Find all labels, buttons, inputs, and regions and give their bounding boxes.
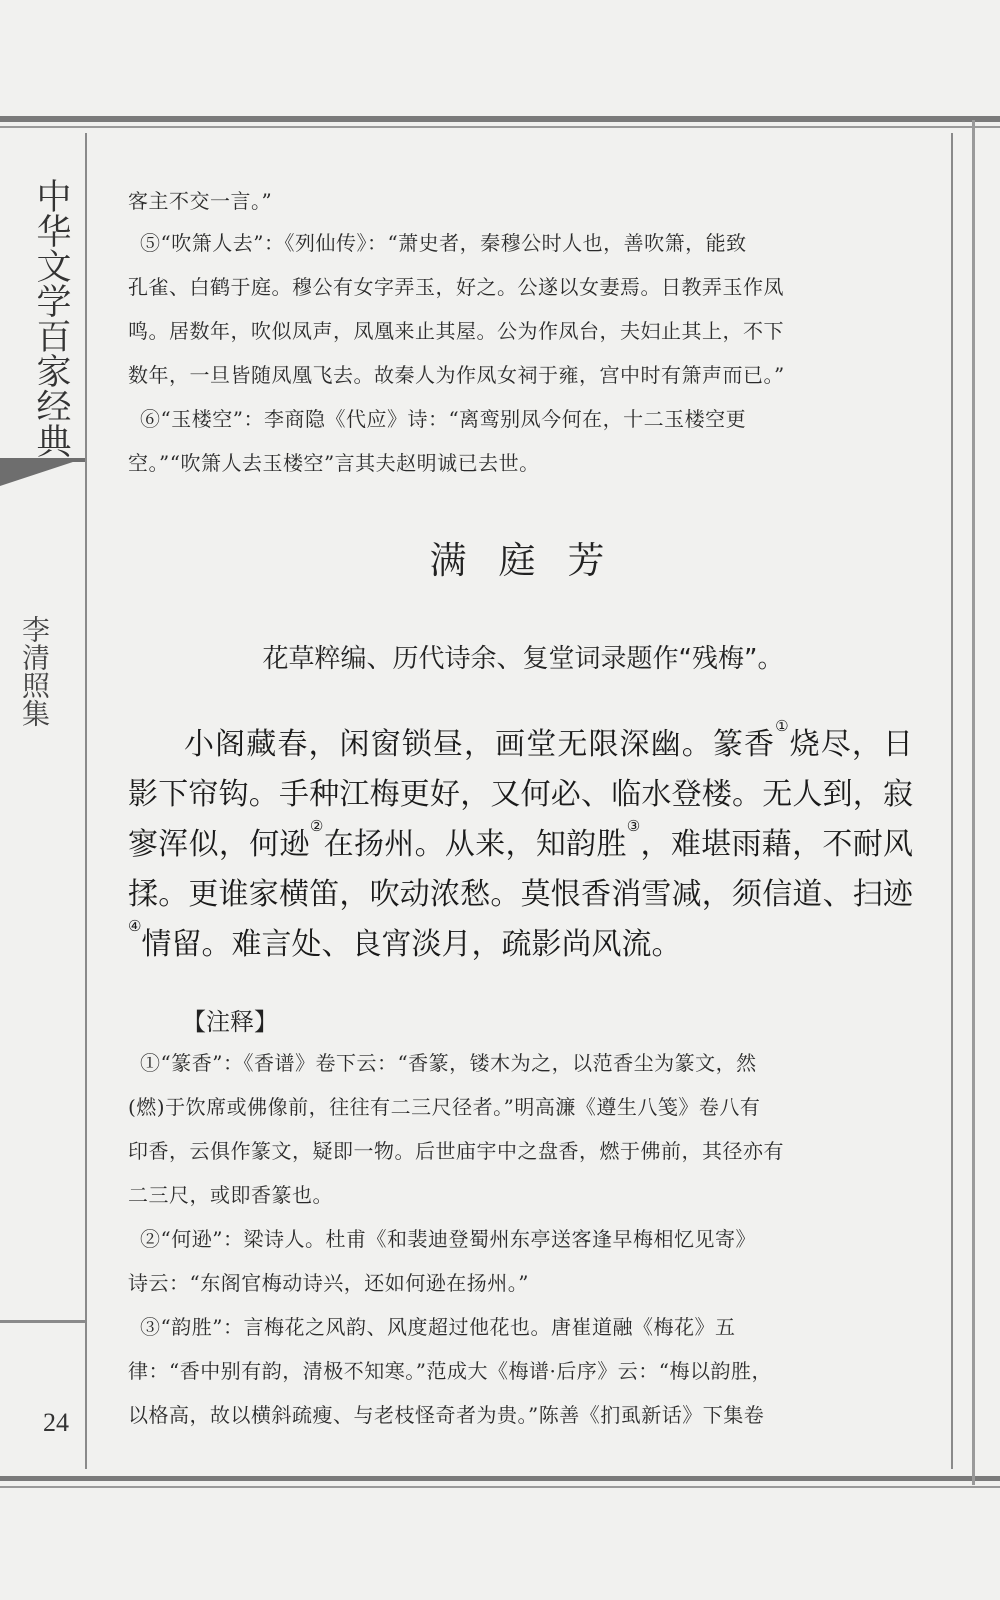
top-rule-thin [0, 126, 1000, 128]
poem-text: 情留。难言处、良宵淡月，疏影尚风流。 [141, 927, 682, 962]
note-line: 客主不交一言。” [128, 189, 273, 213]
series-title: 中华文学百家经典 [31, 178, 71, 458]
sidebar-triangle [0, 458, 85, 486]
annotation-line: (燃)于饮席或佛像前，往往有二三尺径者。”明高濂《遵生八笺》卷八有 [128, 1095, 761, 1119]
book-title: 李清照集 [18, 615, 51, 727]
annotation-line: ①“篆香”：《香谱》卷下云：“香篆，镂木为之，以范香尘为篆文，然 [140, 1051, 757, 1075]
annotation-line: 以格高，故以横斜疏瘦、与老枝怪奇者为贵。”陈善《扪虱新话》下集卷 [128, 1403, 765, 1427]
poem-text: 烧尽，日影下帘钩。手种江梅更好，又何必、临水登楼。无人到，寂寥浑似，何逊 [128, 727, 914, 862]
annotation-line: 律：“香中别有韵，清极不知寒。”范成大《梅谱·后序》云：“梅以韵胜， [128, 1359, 773, 1383]
annotation-line: ②“何逊”：梁诗人。杜甫《和裴迪登蜀州东亭送客逢早梅相忆见寄》 [140, 1227, 756, 1251]
annotation-line: 印香，云俱作篆文，疑即一物。后世庙宇中之盘香，燃于佛前，其径亦有 [128, 1139, 784, 1163]
note-line: 鸣。居数年，吹似凤声，凤凰来止其屋。公为作凤台，夫妇止其上，不下 [128, 319, 784, 343]
poem-title: 满庭芳 [429, 539, 637, 582]
footnote-marker: ③ [626, 817, 641, 835]
page-number: 24 [43, 1408, 69, 1437]
annotations-heading: 【注释】 [182, 1008, 278, 1036]
note-line: 孔雀、白鹤于庭。穆公有女字弄玉，好之。公遂以女妻焉。日教弄玉作凤 [128, 275, 784, 299]
footnote-marker: ② [309, 817, 324, 835]
footnote-marker: ① [775, 717, 790, 735]
note-line: ⑥“玉楼空”：李商隐《代应》诗：“离鸾别凤今何在，十二玉楼空更 [140, 407, 747, 431]
annotation-line: 诗云：“东阁官梅动诗兴，还如何逊在扬州。” [128, 1271, 529, 1295]
poem-text: 小阁藏春，闲窗锁昼，画堂无限深幽。篆香 [184, 727, 776, 762]
note-line: 空。”“吹箫人去玉楼空”言其夫赵明诚已去世。 [128, 451, 540, 475]
right-edge-line [972, 120, 975, 1485]
sidebar-line [0, 1320, 85, 1323]
annotation-line: 二三尺，或即香篆也。 [128, 1183, 333, 1207]
bottom-rule [0, 1476, 1000, 1481]
annotation-line: ③“韵胜”：言梅花之风韵、风度超过他花也。唐崔道融《梅花》五 [140, 1315, 736, 1339]
top-rule [0, 116, 1000, 122]
sidebar [0, 133, 85, 1469]
poem-subtitle: 花草粹编、历代诗余、复堂词录题作“残梅”。 [262, 644, 784, 674]
poem-body [128, 717, 914, 970]
note-line: 数年，一旦皆随凤凰飞去。故秦人为作凤女祠于雍，宫中时有箫声而已。” [128, 363, 785, 387]
poem-text: 在扬州。从来，知韵胜 [323, 827, 627, 862]
note-line: ⑤“吹箫人去”：《列仙传》：“萧史者，秦穆公时人也，善吹箫，能致 [140, 231, 747, 255]
poem-text: ，难堪雨藉，不耐风揉。更谁家横笛，吹动浓愁。莫恨香消雪减，须信道、扫迹 [128, 827, 914, 912]
footnote-marker: ④ [128, 917, 142, 935]
bottom-rule-thin [0, 1486, 1000, 1488]
